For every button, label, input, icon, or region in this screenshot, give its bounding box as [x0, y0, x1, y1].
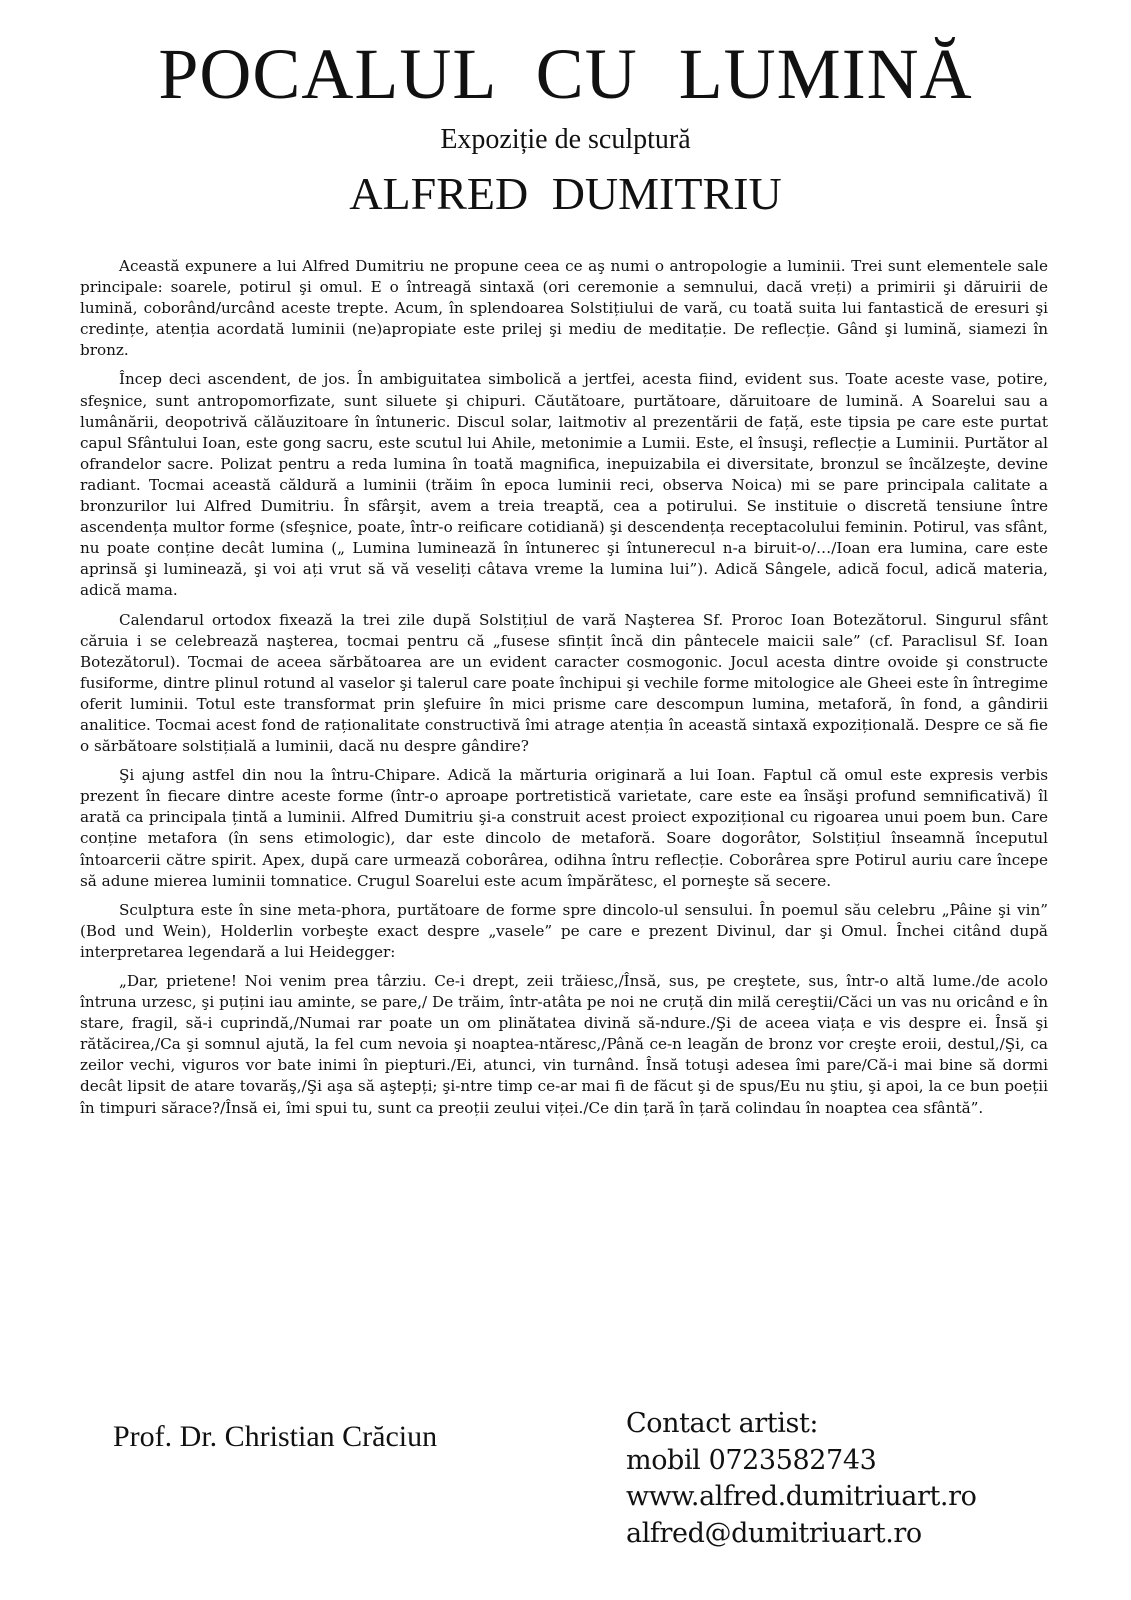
essay-paragraph-1: Această expunere a lui Alfred Dumitriu ne propune ceea ce aş numi o antropologie a luminii. Trei sunt elementele sale principale: soarele, potirul şi omul. E o întreagă sintaxă (ori ceremonie a semnului, dacă vreți) a primirii şi dăruirii de lumină, coborând/urcând aceste trepte. Acum, în splendoarea Solstițiului de vară, cu toată suita lui fantastică de eresuri şi credințe, atenția acordată luminii (ne)apropiate este prilej şi mediu de meditație. De reflecție. Gând şi lumină, siamezi în bronz. — [80, 257, 1048, 360]
contact-phone[interactable]: mobil 0723582743 — [626, 1444, 877, 1476]
exhibition-subtitle: Expoziție de sculptură — [440, 124, 691, 155]
artist-name: ALFRED DUMITRIU — [349, 168, 782, 219]
essay-paragraph-5: Sculptura este în sine meta-phora, purtătoare de forme spre dincolo-ul sensului. În poemul său celebru „Pâine şi vin” (Bod und Wein), Holderlin vorbeşte exact despre „vasele” pe care e prezent Divinul, dar şi Omul. Închei citând după interpretarea legendară a lui Heidegger: — [80, 900, 1048, 961]
exhibition-title: POCALUL CU LUMINĂ — [158, 34, 973, 114]
essay-body — [80, 256, 1048, 1127]
essay-paragraph-4: Şi ajung astfel din nou la întru-Chipare. Adică la mărturia originară a lui Ioan. Faptul că omul este expresis verbis prezent în fiecare dintre aceste forme (într-o aproape portretistică varietate, care este ea însăşi profund semnificativă) îl arată ca principala țintă a luminii. Alfred Dumitriu şi-a construit acest proiect expozițional cu rigoarea unui poem bun. Care conține metafora (în sens etimologic), dar este dincolo de metaforă. Soare dogorâtor, Solstițiul înseamnă începutul întoarcerii către spirit. Apex, după care urmează coborârea, odihna întru reflecție. Coborârea spre Potirul auriu care începe să adune mierea luminii tomnatice. Crugul Soarelui este acum împărătesc, el porneşte să secere. — [80, 766, 1048, 890]
essay-paragraph-3: Calendarul ortodox fixează la trei zile după Solstițiul de vară Naşterea Sf. Proroc Ioan Botezătorul. Singurul sfânt căruia i se celebrează naşterea, tocmai pentru că „fusese sfințit încă din pântecele maicii sale” (cf. Paraclisul Sf. Ioan Botezătorul). Tocmai de aceea sărbătoarea are un evident caracter cosmogonic. Jocul acesta dintre ovoide şi constructe fusiforme, dintre plinul rotund al vaselor şi talerul care poate închipui şi vechile forme mitologice ale Gheei este în întregime oferit luminii. Totul este transformat prin şlefuire în mici prisme care descompun lumina, metaforă, în fond, a gândirii analitice. Tocmai acest fond de raționalitate constructivă îmi atrage atenția în această sintaxă expozițională. Despre ce să fie o sărbătoare solstițială a luminii, dacă nu despre gândire? — [80, 610, 1048, 756]
poem-quote: „Dar, prietene! Noi venim prea târziu. Ce-i drept, zeii trăiesc,/Însă, sus, pe creştete, sus, într-o altă lume./de acolo întruna urzesc, şi puțini iau aminte, se pare,/ De trăim, într-atâta pe noi ne cruță din milă cereştii/Căci un vas nu oricând e în stare, fragil, să-i cuprindă,/Numai rar poate un om plinătatea divină să-ndure./Şi de aceea viața e vis despre ei. Însă şi rătăcirea,/Ca şi somnul ajută, la fel cum nevoia şi noaptea-ntăresc,/Până ce-n leagăn de bronz vor creşte eroii, destul,/Şi, ca zeilor vechi, viguros vor bate inimi în piepturi./Ei, atunci, vin turnând. Însă totuşi adesea îmi pare/Că-i mai bine să dormi decât lipsit de atare tovarăş,/Şi aşa să aştepți; şi-ntre timp ce-ar mai fi de făcut şi de spus/Eu nu ştiu, şi apoi, la ce bun poeții în timpuri sărace?/Însă ei, îmi spui tu, sunt ca preoții zeului viței./Ce din țară în țară colindau în noaptea cea sfântă”. — [80, 972, 1048, 1117]
author-signature: Prof. Dr. Christian Crăciun — [113, 1420, 438, 1453]
contact-website[interactable]: www.alfred.dumitriuart.ro — [626, 1481, 977, 1512]
contact-email[interactable]: alfred@dumitriuart.ro — [626, 1517, 922, 1549]
contact-heading: Contact artist: — [626, 1408, 819, 1439]
essay-paragraph-2: Încep deci ascendent, de jos. În ambiguitatea simbolică a jertfei, acesta fiind, evident sus. Toate aceste vase, potire, sfeşnice, sunt antropomorfizate, sunt siluete şi chipuri. Căutătoare, purtătoare, dăruitoare de lumină. A Soarelui sau a lumânării, deopotrivă călăuzitoare în întuneric. Discul solar, laitmotiv al prezentării de față, este tipsia pe care este purtat capul Sfântului Ioan, este gong sacru, este scutul lui Ahile, metonimie a Lumii. Este, el însuşi, reflecție a Luminii. Purtător al ofrandelor sacre. Polizat pentru a reda lumina în toată magnifica, inepuizabila ei diversitate, bronzul se încălzeşte, devine radiant. Tocmai această căldură a luminii (trăim în epoca luminii reci, observa Noica) mi se pare principala calitate a bronzurilor lui Alfred Dumitriu. În sfârşit, avem a treia treaptă, cea a potirului. Se instituie o discretă tensiune între ascendența multor forme (sfeşnice, poate, într-o reificare cotidiană) şi descendența receptacolului feminin. Potirul, vas sfânt, nu poate conține decât lumina („ Lumina luminează în întunerec şi întunerecul n-a biruit-o/…/Ioan era lumina, care este aprinsă şi luminează, şi voi ați vrut să vă veseliți câtava vreme la lumina lui”). Adică Sângele, adică focul, adică materia, adică mama. — [80, 370, 1048, 600]
contact-block — [626, 1406, 976, 1552]
